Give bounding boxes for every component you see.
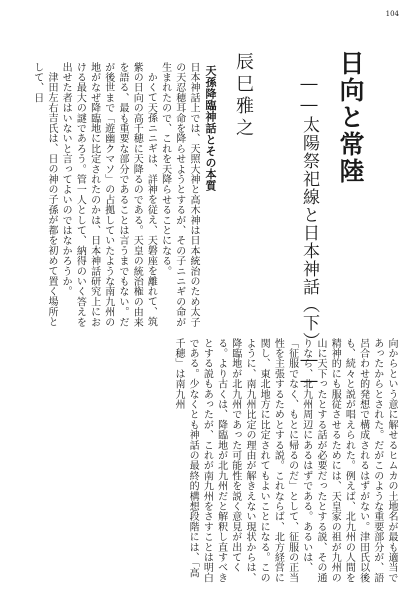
paragraph: かくて天孫ニニギは、詳神を従え、天磐座を離れて、筑紫の日向の高千穂に天降るのである。天皇の統治権の由来を語る、最も重要な部分であることは言うまでもない。だが後世まで「遊幽クマソ」の占拠していたような南九州の地がなぜ降臨地に比定されたのかは、日本神話研究上における最大の謎であろう。管一人として、納得のいく答えを出せた者はいないと言ってよいのではなかろうか。 — [60, 62, 157, 328]
section-heading: 天孫降臨神話とその本質 — [204, 65, 217, 192]
body-text-lower — [52, 338, 398, 586]
paragraph: 向からという意に解せるヒムカの土地名が最も適当であったからとされた。だがこのような重要部分が、語呂合わせ的発想で構成されるはずがない。津田氏以後も、続々と説が唱えられた。例えば、北九州の人間を精神的にも服従させるためには、天皇家の祖が九州の山に天下ったとする話が必要だったとする説、その通りなら、北九州周辺にあるはずである。あるいは、「征服でなく、もとに帰るのだ」として、征服の正当性を主張するためとする説。これならば、北方経営に関し、東北地方に比定されてもよいことになる。このように、南九州比定の理由が解きえない現状からは、降臨地が北九州であった可能性を説く意見が出てくる。より古くは、降臨地が北九州だと解釈し直すべきとする説もあったが、これが南九州をさすことは明白である。少なくとも神話の最終的構想段階には、「高千穂」は南九州 — [172, 338, 397, 583]
page-number: 104 — [385, 10, 399, 18]
article-title: 日向と常陸 — [336, 50, 365, 185]
author-name: 辰巳雅之 — [233, 52, 254, 140]
paragraph: 津田左右吉氏は、日の神の子孫が都を初めて置く場所として、日 — [31, 62, 57, 327]
article-subtitle: ――太陽祭祀線と日本神話（下）―― — [299, 74, 319, 392]
paragraph: 日本神話上では、天照大神と高木神は日本統治のため太子の天忍穂耳命を降らせようとするが、その子ニニギの命が生まれたので、これを天降らせることになる。 — [159, 62, 199, 328]
body-text-upper — [31, 62, 200, 330]
